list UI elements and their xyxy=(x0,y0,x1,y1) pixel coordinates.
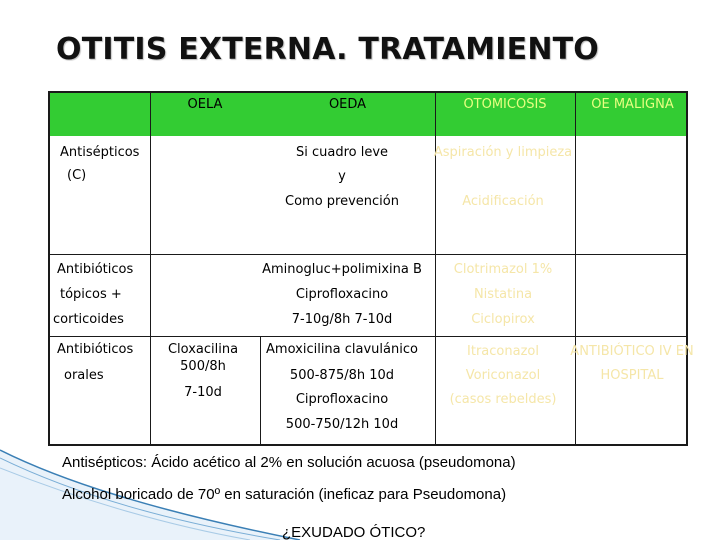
oeda-cell-text: Aminogluc+polimixina B xyxy=(262,262,422,277)
oeda-cell-text: Si cuadro leve xyxy=(295,145,389,160)
oeda-cell-text: Ciprofloxacino xyxy=(295,392,389,407)
oela-cell-text: 500/8h xyxy=(180,359,226,374)
header-otomicosis: OTOMICOSIS xyxy=(463,97,547,112)
oeda-cell-text: 500-750/12h 10d xyxy=(285,417,399,432)
header-oela: OELA xyxy=(187,97,223,112)
otomicosis-cell-text: Nistatina xyxy=(473,287,533,302)
slide-title: OTITIS EXTERNA. TRATAMIENTO xyxy=(56,32,599,67)
oeda-cell-text: Como prevención xyxy=(285,194,399,209)
otomicosis-cell-text: Aspiración y limpieza xyxy=(433,145,573,160)
oela-cell-text: 7-10d xyxy=(184,385,222,400)
row-label-antisepticos: Antisépticos xyxy=(60,145,140,160)
oeda-cell-text: 500-875/8h 10d xyxy=(289,368,395,383)
row-divider xyxy=(50,336,688,337)
row-label-topicos: tópicos + xyxy=(60,287,122,302)
column-divider xyxy=(575,93,576,446)
note-alcohol-boricado: Alcohol boricado de 70º en saturación (ineficaz para Pseudomona) xyxy=(62,486,507,503)
row-divider xyxy=(50,254,688,255)
column-divider xyxy=(260,336,261,446)
oeda-cell-text: Ciprofloxacino xyxy=(295,287,389,302)
note-antisepticos: Antisépticos: Ácido acético al 2% en solución acuosa (pseudomona) xyxy=(62,454,516,471)
column-divider xyxy=(150,93,151,446)
header-oeda: OEDA xyxy=(328,97,367,112)
otomicosis-cell-text: (casos rebeldes) xyxy=(449,392,557,407)
row-label-antibioticos-topicos: Antibióticos xyxy=(57,262,134,277)
header-oe-maligna: OE MALIGNA xyxy=(591,97,674,112)
oeda-cell-text: 7-10g/8h 7-10d xyxy=(291,312,393,327)
oela-cell-text: Cloxacilina xyxy=(167,342,239,357)
maligna-cell-text: ANTIBIÓTICO IV EN xyxy=(570,344,694,359)
row-label-antisepticos-c: (C) xyxy=(67,168,87,183)
otomicosis-cell-text: Ciclopirox xyxy=(471,312,535,327)
bottom-question: ¿EXUDADO ÓTICO? xyxy=(282,524,426,541)
otomicosis-cell-text: Acidificación xyxy=(462,194,544,209)
row-label-antibioticos-orales: Antibióticos xyxy=(57,342,134,357)
otomicosis-cell-text: Voriconazol xyxy=(465,368,541,383)
maligna-cell-text: HOSPITAL xyxy=(600,368,664,383)
table-header-row xyxy=(50,93,686,136)
row-label-orales: orales xyxy=(64,368,104,383)
otomicosis-cell-text: Clotrimazol 1% xyxy=(453,262,553,277)
row-label-corticoides: corticoides xyxy=(53,312,124,327)
oeda-cell-text: y xyxy=(338,169,346,184)
otomicosis-cell-text: Itraconazol xyxy=(467,344,539,359)
oeda-cell-text: Amoxicilina clavulánico xyxy=(266,342,418,357)
